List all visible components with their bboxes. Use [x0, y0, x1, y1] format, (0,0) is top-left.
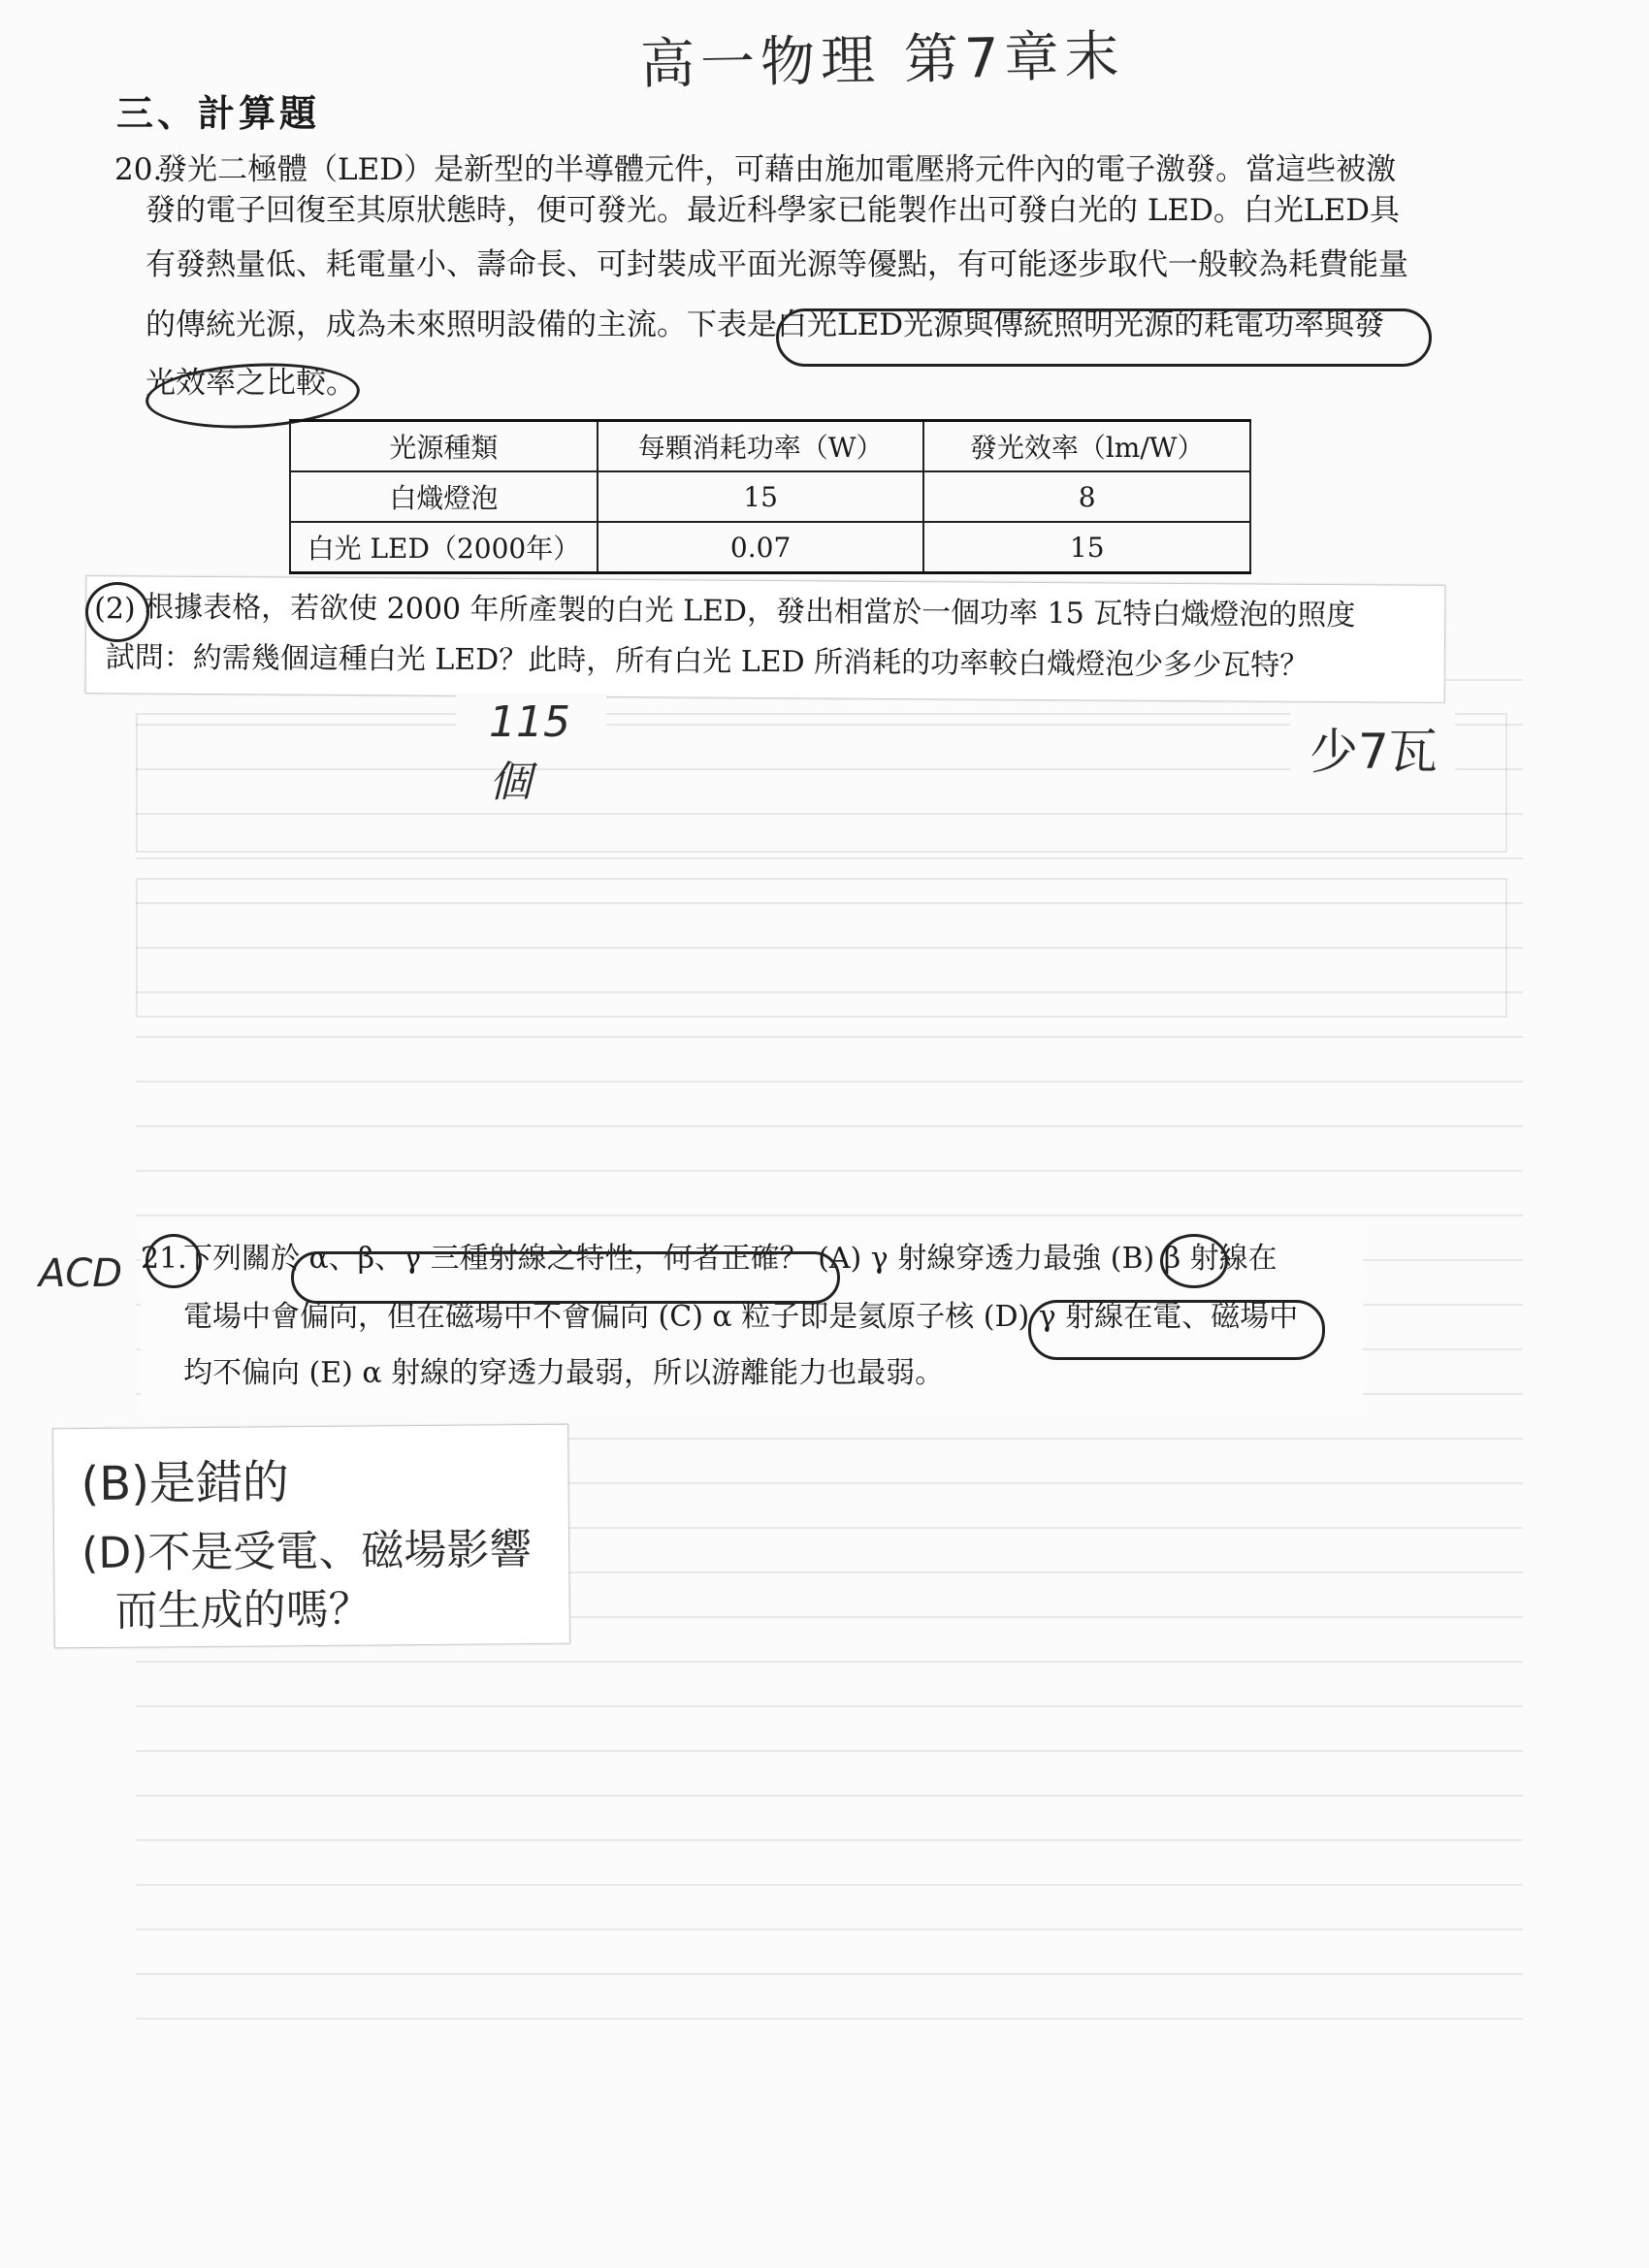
bleed-through-box — [136, 878, 1507, 1018]
table-cell: 白光 LED（2000年） — [290, 522, 598, 573]
scribble-circle — [291, 1251, 840, 1304]
question-21-number: 21. — [141, 1242, 187, 1276]
scribble-circle — [776, 308, 1432, 367]
table-cell: 0.07 — [598, 522, 924, 573]
table-header-row — [290, 421, 1250, 472]
sub-question-line: 試問：約需幾個這種白光 LED？此時，所有白光 LED 所消耗的功率較白熾燈泡少多少瓦特？ — [105, 640, 1310, 683]
scribble-circle — [1028, 1300, 1325, 1360]
answer-slip — [456, 694, 606, 807]
table-cell: 15 — [598, 471, 924, 522]
scribble-circle — [1160, 1234, 1228, 1288]
handwritten-note-line: (D)不是受電、磁場影響 — [81, 1525, 533, 1579]
sub-question-number: (2) — [94, 592, 136, 627]
question-21-line: 下列關於 α、β、γ 三種射線之特性，何者正確？ (A) γ 射線穿透力最強 (B) β 射線在 — [183, 1242, 1277, 1276]
table-cell: 白熾燈泡 — [290, 471, 598, 522]
answer-slip — [1290, 703, 1455, 781]
question-20-line: 發光二極體（LED）是新型的半導體元件，可藉由施加電壓將元件內的電子激發。當這些被激 — [157, 152, 1397, 187]
question-20-line: 光效率之比較。 — [146, 366, 356, 401]
handwritten-answer-less: 少7瓦 — [1310, 724, 1438, 780]
handwritten-note-line: (B)是錯的 — [81, 1455, 290, 1512]
question-20-number: 20. — [114, 152, 163, 187]
sub-question-line: 根據表格，若欲使 2000 年所產製的白光 LED，發出相當於一個功率 15 瓦特白熾燈泡的照度 — [145, 590, 1356, 633]
question-21-line: 均不偏向 (E) α 射線的穿透力最弱，所以游離能力也最弱。 — [183, 1356, 945, 1390]
section-title: 三、計算題 — [116, 92, 321, 135]
question-20-line: 的傳統光源，成為未來照明設備的主流。下表是白光LED光源與傳統照明光源的耗電功率與發 — [146, 308, 1385, 342]
scribble-circle — [85, 582, 149, 642]
table-header-cell: 光源種類 — [290, 421, 598, 472]
handwritten-note-line: 而生成的嗎？ — [114, 1584, 372, 1636]
question-21-line: 電場中會偏向，但在磁場中不會偏向 (C) α 粒子即是氦原子核 (D) γ 射線在電、磁場中 — [183, 1300, 1299, 1334]
handwritten-note-slip — [52, 1424, 570, 1649]
table-row — [290, 471, 1250, 522]
table-cell: 15 — [923, 522, 1250, 573]
pasted-question-strip — [85, 575, 1446, 703]
question-20-line: 發的電子回復至其原狀態時，便可發光。最近科學家已能製作出可發白光的 LED。白光LED具 — [146, 193, 1400, 228]
handwritten-title: 高一物理 第7章末 — [639, 24, 1126, 97]
table-row — [290, 522, 1250, 573]
question-20-line: 有發熱量低、耗電量小、壽命長、可封裝成平面光源等優點，有可能逐步取代一般較為耗費能量 — [146, 247, 1408, 282]
power-efficiency-table — [289, 419, 1251, 574]
scribble-circle — [146, 1234, 202, 1288]
handwritten-answer-count: 115個 — [489, 697, 570, 807]
table-cell: 8 — [923, 471, 1250, 522]
table-header-cell: 每顆消耗功率（W） — [598, 421, 924, 472]
table-header-cell: 發光效率（lm/W） — [923, 421, 1250, 472]
handwritten-answer-choice: ACD — [39, 1251, 123, 1296]
